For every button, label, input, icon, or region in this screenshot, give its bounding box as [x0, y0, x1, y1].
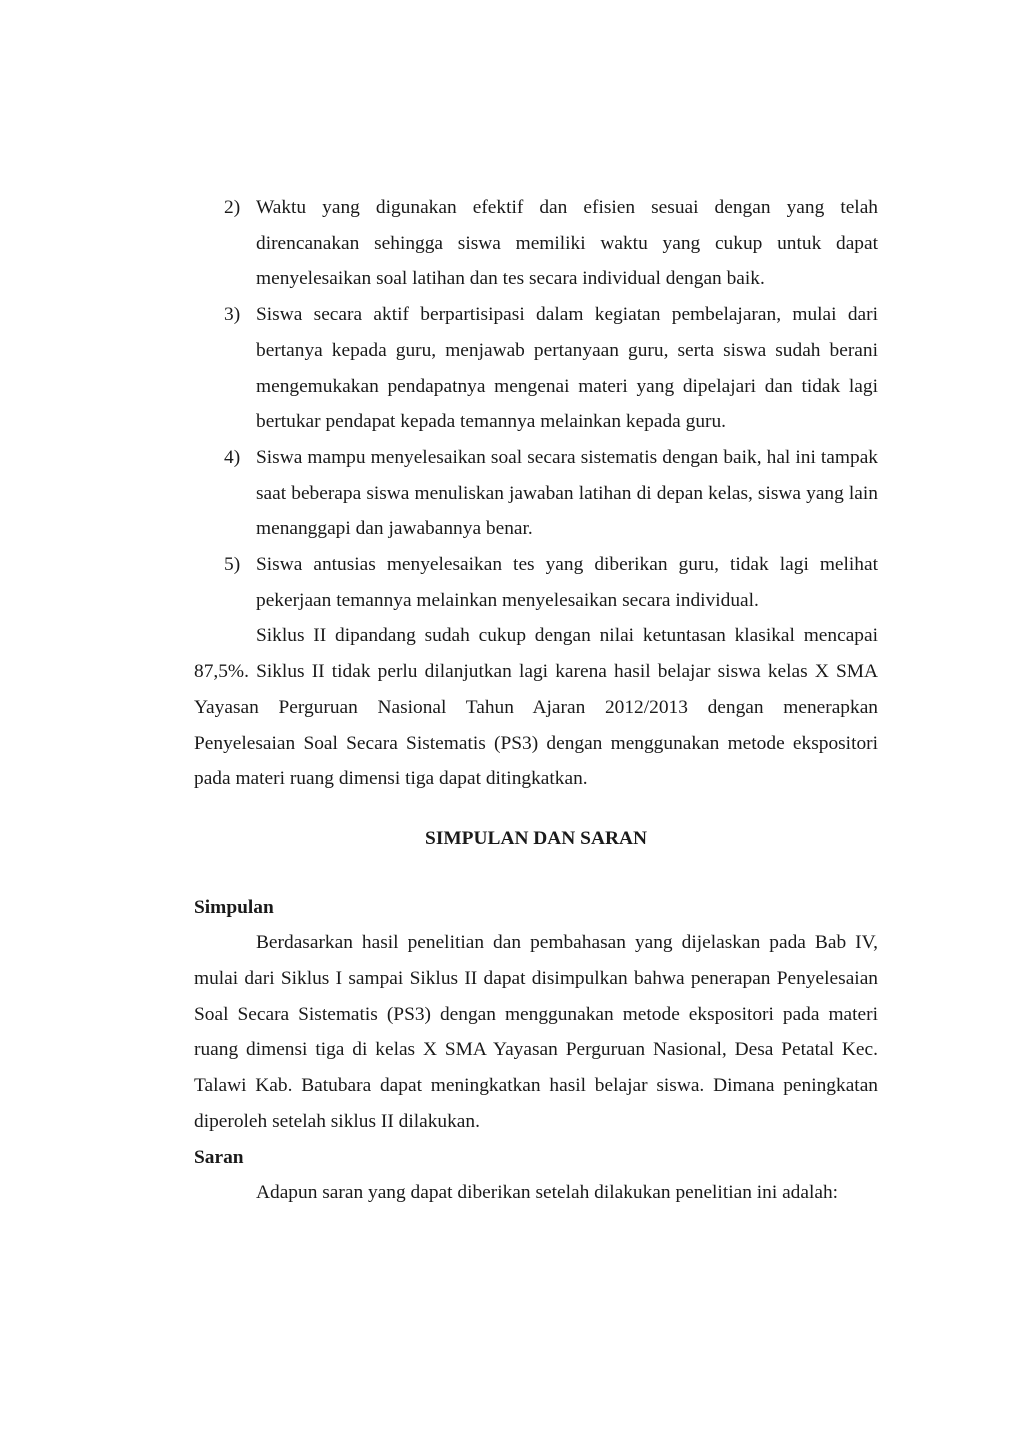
list-text: Siswa mampu menyelesaikan soal secara sistematis dengan baik, hal ini tampak saat beberapa siswa menuliskan jawaban latihan di depan kelas, siswa yang lain menanggapi dan jawabannya benar. [256, 446, 878, 540]
list-item [194, 297, 878, 440]
list-number: 5) [224, 554, 241, 576]
list-text: Siswa secara aktif berpartisipasi dalam kegiatan pembelajaran, mulai dari bertanya kepada guru, menjawab pertanyaan guru, serta siswa sudah berani mengemukakan pendapatnya mengenai materi yang dipelajari dan tidak lagi bertukar pendapat kepada temannya melainkan kepada guru. [256, 304, 878, 433]
section-title: SIMPULAN DAN SARAN [425, 827, 647, 849]
list-item [194, 547, 878, 618]
list-item [194, 440, 878, 547]
list-text: Waktu yang digunakan efektif dan efisien sesuai dengan yang telah direncanakan sehingga siswa memiliki waktu yang cukup untuk dapat menyelesaikan soal latihan dan tes secara individual dengan baik. [256, 197, 878, 290]
document-page [194, 190, 878, 1211]
list-number: 2) [224, 197, 241, 218]
list-number: 3) [224, 304, 241, 326]
saran-heading: Saran [194, 1146, 244, 1168]
siklus-paragraph: Siklus II dipandang sudah cukup dengan nilai ketuntasan klasikal mencapai 87,5%. Siklus II tidak perlu dilanjutkan lagi karena hasil belajar siswa kelas X SMA Yayasan Perguruan Nasional Tahun Ajaran 2012/2013 dengan menerapkan Penyelesaian Soal Secara Sistematis (PS3) dengan menggunakan metode ekspositori pada materi ruang dimensi tiga dapat ditingkatkan. [194, 625, 878, 790]
saran-paragraph: Adapun saran yang dapat diberikan setelah dilakukan penelitian ini adalah: [256, 1182, 839, 1204]
simpulan-paragraph: Berdasarkan hasil penelitian dan pembahasan yang dijelaskan pada Bab IV, mulai dari Siklus I sampai Siklus II dapat disimpulkan bahwa penerapan Penyelesaian Soal Secara Sistematis (PS3) dengan menggunakan metode ekspositori pada materi ruang dimensi tiga di kelas X SMA Yayasan Perguruan Nasional, Desa Petatal Kec. Talawi Kab. Batubara dapat meningkatkan hasil belajar siswa. Dimana peningkatan diperoleh setelah siklus II dilakukan. [194, 932, 878, 1132]
list-number: 4) [224, 446, 241, 468]
simpulan-heading: Simpulan [194, 896, 274, 918]
list-item [194, 190, 878, 297]
list-text: Siswa antusias menyelesaikan tes yang diberikan guru, tidak lagi melihat pekerjaan temannya melainkan menyelesaikan secara individual. [256, 554, 878, 611]
